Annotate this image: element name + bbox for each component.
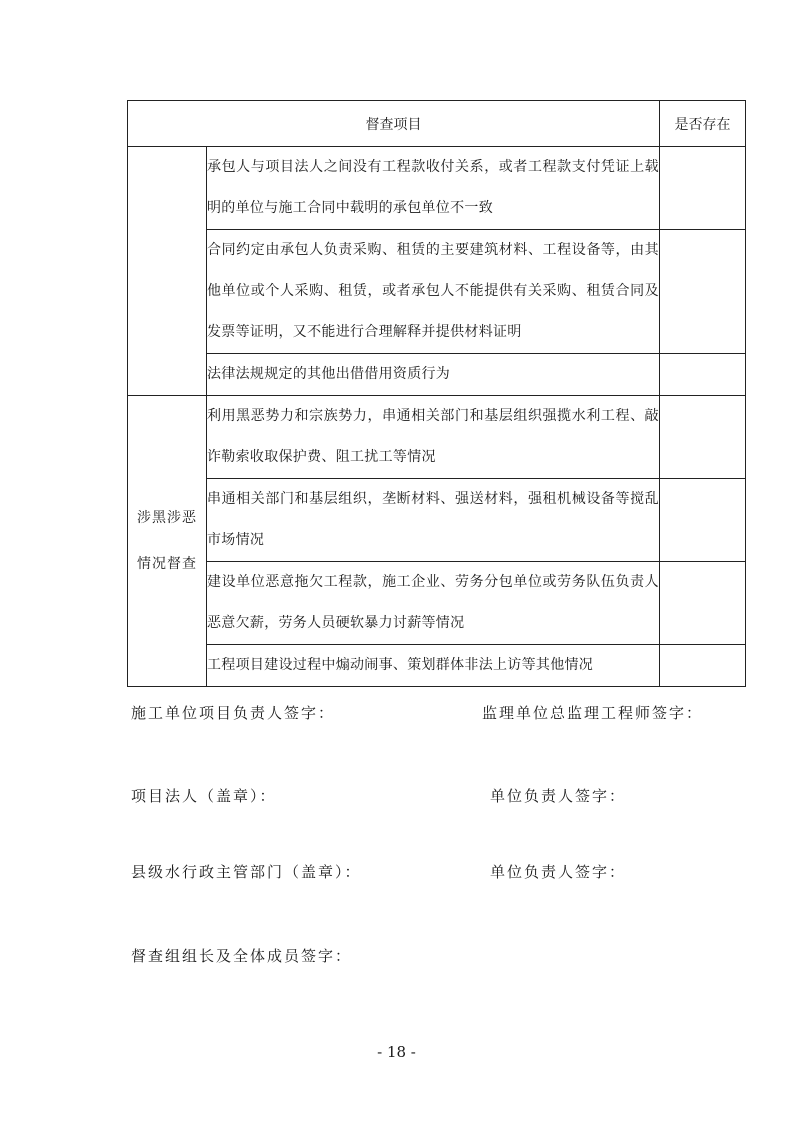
- header-exists: 是否存在: [660, 101, 746, 147]
- table-row: [128, 645, 746, 687]
- exists-cell[interactable]: [660, 354, 746, 396]
- category-label-line2: 情况督查: [137, 556, 197, 572]
- inspection-table: [127, 100, 746, 687]
- unit-head-signature-label-1: 单位负责人签字：: [490, 787, 627, 805]
- unit-head-signature-label-2: 单位负责人签字：: [490, 863, 627, 881]
- inspection-item: 承包人与项目法人之间没有工程款收付关系，或者工程款支付凭证上载明的单位与施工合同中载明的承包单位不一致: [207, 147, 660, 230]
- exists-cell[interactable]: [660, 147, 746, 230]
- table-row: [128, 230, 746, 354]
- inspection-item: 利用黑恶势力和宗族势力，串通相关部门和基层组织强揽水利工程、敲诈勒索收取保护费、阻工扰工等情况: [207, 396, 660, 479]
- table-row: [128, 562, 746, 645]
- inspection-item: 串通相关部门和基层组织，垄断材料、强送材料，强租机械设备等搅乱市场情况: [207, 479, 660, 562]
- table-row: [128, 147, 746, 230]
- category-cell-empty: [128, 147, 207, 396]
- county-water-dept-seal-label: 县级水行政主管部门（盖章）：: [131, 863, 362, 881]
- inspection-item: 建设单位恶意拖欠工程款，施工企业、劳务分包单位或劳务队伍负责人恶意欠薪，劳务人员硬软暴力讨薪等情况: [207, 562, 660, 645]
- exists-cell[interactable]: [660, 562, 746, 645]
- inspection-item: 合同约定由承包人负责采购、租赁的主要建筑材料、工程设备等，由其他单位或个人采购、租赁，或者承包人不能提供有关采购、租赁合同及发票等证明，又不能进行合理解释并提供材料证明: [207, 230, 660, 354]
- table-row: [128, 479, 746, 562]
- inspection-item: 法律法规规定的其他出借借用资质行为: [207, 354, 660, 396]
- inspection-item: 工程项目建设过程中煽动闹事、策划群体非法上访等其他情况: [207, 645, 660, 687]
- category-cell-gang-crime: [128, 396, 207, 687]
- exists-cell[interactable]: [660, 645, 746, 687]
- inspection-team-signature-label: 督查组组长及全体成员签字：: [131, 947, 353, 965]
- exists-cell[interactable]: [660, 396, 746, 479]
- category-label-line1: 涉黑涉恶: [137, 510, 197, 526]
- table-row: [128, 396, 746, 479]
- project-legal-seal-label: 项目法人（盖章）：: [131, 787, 277, 805]
- page-number: - 18 -: [377, 1043, 416, 1061]
- exists-cell[interactable]: [660, 230, 746, 354]
- contractor-pm-signature-label: 施工单位项目负责人签字：: [131, 704, 336, 722]
- table-header-row: [128, 101, 746, 147]
- chief-supervisor-signature-label: 监理单位总监理工程师签字：: [482, 704, 704, 722]
- table-row: [128, 354, 746, 396]
- header-inspection-item: 督查项目: [128, 101, 660, 147]
- exists-cell[interactable]: [660, 479, 746, 562]
